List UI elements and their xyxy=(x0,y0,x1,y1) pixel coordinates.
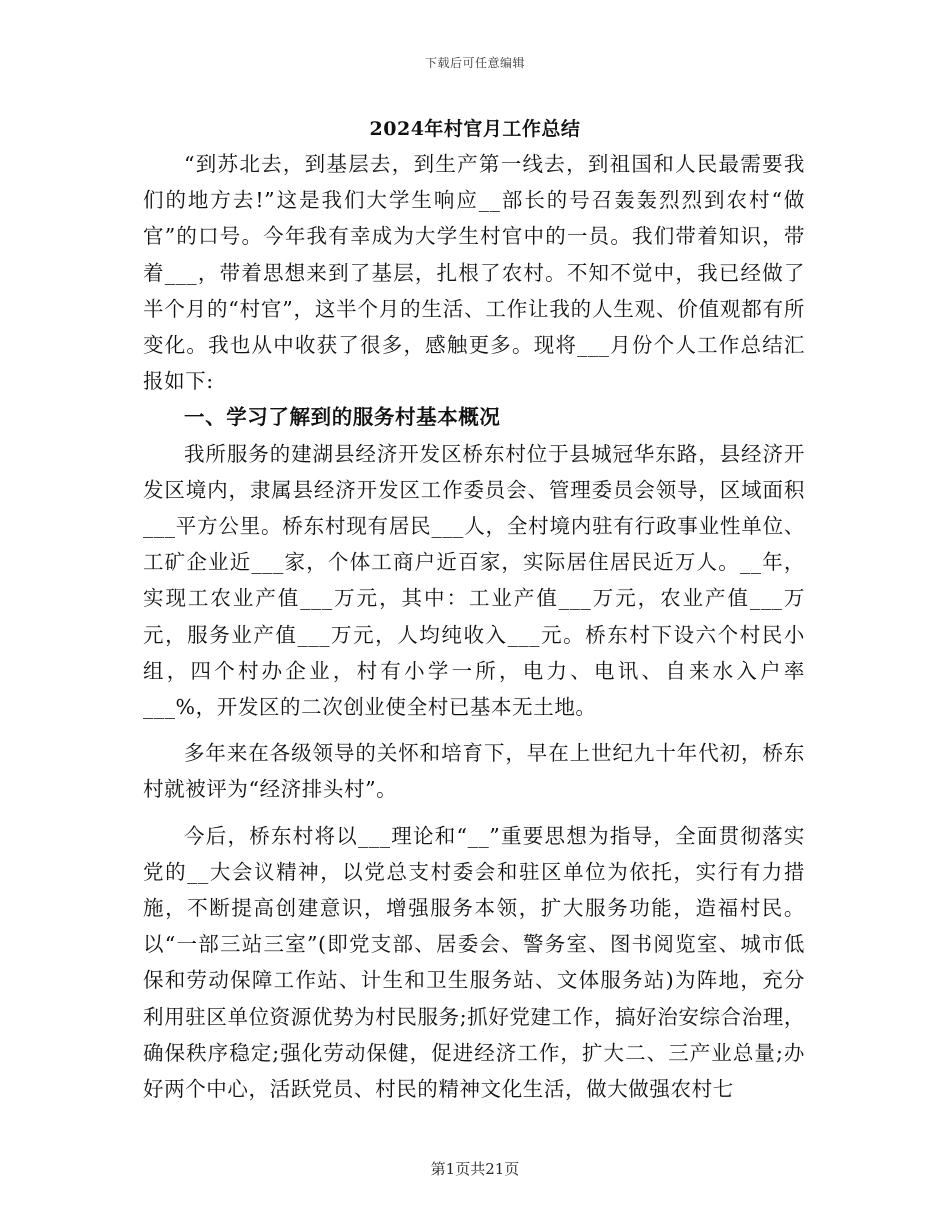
page-footer: 第1页共21页 xyxy=(430,1160,520,1178)
document-body xyxy=(143,146,805,1107)
paragraph-intro: “到苏北去，到基层去，到生产第一线去，到祖国和人民最需要我们的地方去!”这是我们大学生响应__部长的号召轰轰烈烈到农村“做官”的口号。今年我有幸成为大学生村官中的一员。我们带着知识，带着___，带着思想来到了基层，扎根了农村。不知不觉中，我已经做了半个月的“村官”，这半个月的生活、工作让我的人生观、价值观都有所变化。我也从中收获了很多，感触更多。现将___月份个人工作总结汇报如下: xyxy=(143,152,805,394)
paragraph-village-honor: 多年来在各级领导的关怀和培育下，早在上世纪九十年代初，桥东村就被评为“经济排头村”。 xyxy=(143,741,805,802)
section-heading-1: 一、学习了解到的服务村基本概况 xyxy=(184,405,501,430)
header-note: 下载后可任意编辑 xyxy=(424,56,525,70)
paragraph-village-overview: 我所服务的建湖县经济开发区桥东村位于县城冠华东路，县经济开发区境内，隶属县经济开发区工作委员会、管理委员会领导，区域面积___平方公里。桥东村现有居民___人，全村境内驻有行政事业性单位、工矿企业近___家，个体工商户近百家，实际居住居民近万人。__年，实现工农业产值___万元，其中：工业产值___万元，农业产值___万元，服务业产值___万元，人均纯收入___元。桥东村下设六个村民小组，四个村办企业，村有小学一所，电力、电讯、自来水入户率___%，开发区的二次创业使全村已基本无土地。 xyxy=(143,441,805,720)
document-title: 2024年村官月工作总结 xyxy=(369,118,581,140)
paragraph-future-plan: 今后，桥东村将以___理论和“__”重要思想为指导，全面贯彻落实党的__大会议精神，以党总支村委会和驻区单位为依托，实行有力措施，不断提高创建意识，增强服务本领，扩大服务功能，造福村民。以“一部三站三室”(即党支部、居委会、警务室、图书阅览室、城市低保和劳动保障工作站、计生和卫生服务站、文体服务站)为阵地，充分利用驻区单位资源优势为村民服务;抓好党建工作，搞好治安综合治理，确保秩序稳定;强化劳动保健，促进经济工作，扩大二、三产业总量;办好两个中心，活跃党员、村民的精神文化生活，做大做强农村七 xyxy=(143,823,805,1102)
